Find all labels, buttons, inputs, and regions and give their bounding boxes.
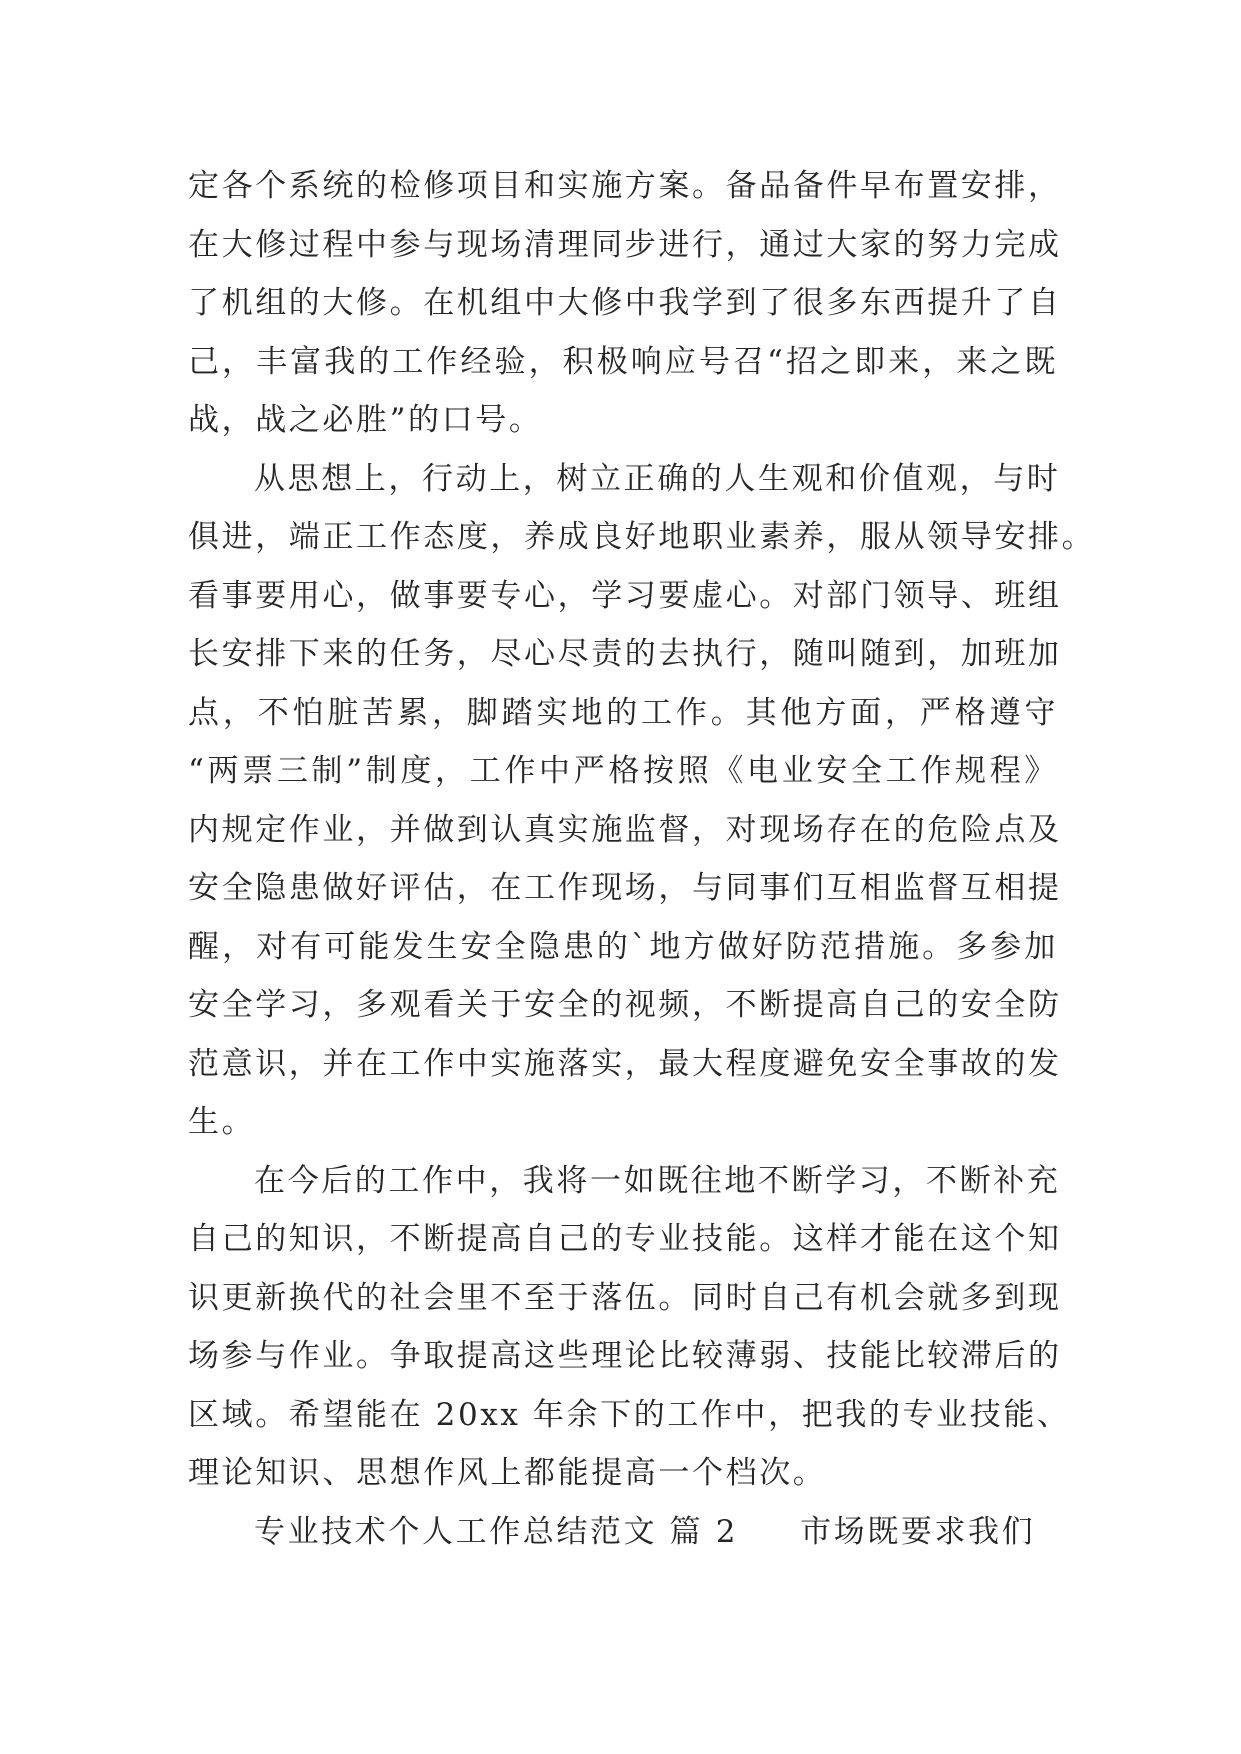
text-line: 场参与作业。争取提高这些理论比较薄弱、技能比较滞后的	[188, 1338, 1062, 1374]
text-line: 了机组的大修。在机组中大修中我学到了很多东西提升了自	[188, 285, 1062, 321]
document-body	[188, 157, 1096, 1561]
text-line: 安全隐患做好评估，在工作现场，与同事们互相监督互相提	[188, 870, 1062, 906]
text-line: 理论知识、思想作风上都能提高一个档次。	[188, 1455, 827, 1491]
text-line: 生。	[188, 1104, 256, 1140]
text-line: 俱进，端正工作态度，养成良好地职业素养，服从领导安排。	[188, 519, 1096, 555]
text-line: 定各个系统的检修项目和实施方案。备品备件早布置安排，	[188, 168, 1062, 204]
section-heading	[188, 1503, 1058, 1562]
text-line: 己，丰富我的工作经验，积极响应号召“招之即来，来之既	[188, 343, 1058, 380]
text-line: “两票三制”制度，工作中严格按照《电业安全工作规程》	[188, 753, 1058, 789]
text-line: 从思想上，行动上，树立正确的人生观和价值观，与时	[254, 460, 1061, 497]
paragraph-3	[188, 1152, 1071, 1503]
text-line: 识更新换代的社会里不至于落伍。同时自己有机会就多到现	[188, 1279, 1062, 1316]
section-trailing-text: 市场既要求我们	[800, 1513, 1036, 1550]
text-line: 看事要用心，做事要专心，学习要虚心。对部门领导、班组	[188, 577, 1062, 614]
section-title: 专业技术个人工作总结范文	[254, 1513, 658, 1550]
text-line: 点，不怕脏苦累，脚踏实地的工作。其他方面，严格遵守	[188, 694, 1058, 731]
text-line: 内规定作业，并做到认真实施监督，对现场存在的危险点及	[188, 811, 1062, 848]
text-line: 在大修过程中参与现场清理同步进行，通过大家的努力完成	[188, 226, 1062, 263]
text-line: 长安排下来的任务，尽心尽责的去执行，随叫随到，加班加	[188, 636, 1062, 672]
section-number: 篇 2	[669, 1513, 739, 1550]
text-line: 区域。希望能在 20xx 年余下的工作中，把我的专业技能、	[188, 1396, 1071, 1433]
paragraph-1	[188, 157, 1062, 450]
text-line: 战，战之必胜”的口号。	[188, 402, 543, 438]
paragraph-2	[188, 450, 1096, 1152]
text-line: 范意识，并在工作中实施落实，最大程度避免安全事故的发	[188, 1045, 1062, 1082]
text-line: 醒，对有可能发生安全隐患的`地方做好防范措施。多参加	[188, 928, 1058, 965]
text-line: 自己的知识，不断提高自己的专业技能。这样才能在这个知	[188, 1221, 1062, 1257]
text-line: 在今后的工作中，我将一如既往地不断学习，不断补充	[254, 1162, 1061, 1199]
text-line: 安全学习，多观看关于安全的视频，不断提高自己的安全防	[188, 987, 1062, 1023]
